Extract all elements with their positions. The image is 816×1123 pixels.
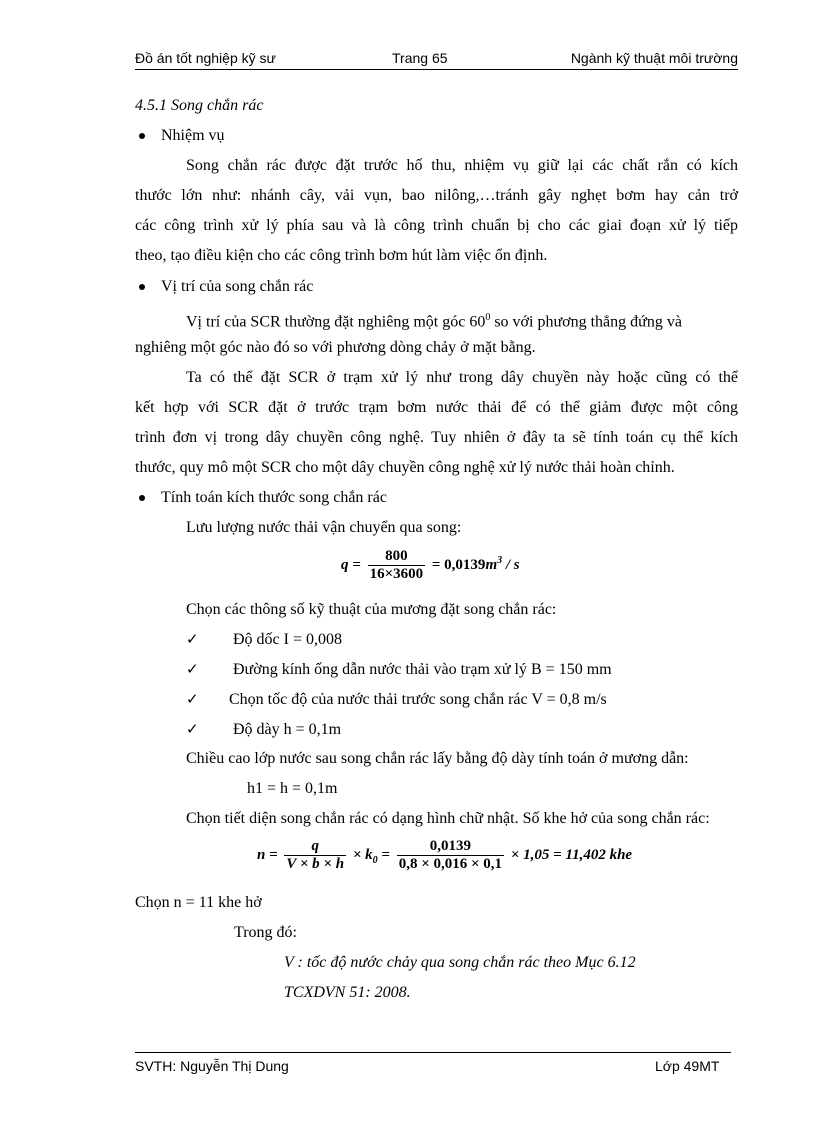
paragraph-line: theo, tạo điều kiện cho các công trình bơm hút làm việc ổn định.: [135, 247, 548, 264]
bullet-vi-tri: Vị trí của song chắn rác: [161, 278, 314, 295]
formula2-denominator-1: V × b × h: [286, 856, 345, 872]
formula-flow-rate: [341, 548, 520, 583]
degree-superscript: 0: [485, 312, 491, 323]
paragraph-line: Song chắn rác được đặt trước hố thu, nhiệm vụ giữ lại các chất rắn có kích: [186, 157, 738, 174]
where-label: Trong đó:: [234, 924, 297, 941]
formula2-rhs: × 1,05 = 11,402 khe: [510, 846, 633, 863]
formula2-eq: =: [377, 846, 394, 863]
water-height-text: Chiều cao lớp nước sau song chắn rác lấy bằng độ dày tính toán ở mương dẫn:: [186, 750, 689, 767]
formula2-mid: × k: [352, 846, 373, 863]
paragraph-line: nghiêng một góc nào đó so với phương dòng chảy ở mặt bằng.: [135, 339, 536, 356]
formula2-numerator-1: q: [284, 838, 346, 856]
formula2-numerator-2: 0,0139: [397, 838, 504, 856]
section-text: Chọn tiết diện song chắn rác có dạng hình chữ nhật. Số khe hở của song chắn rác:: [186, 810, 710, 827]
param-item: Độ dốc I = 0,008: [233, 631, 343, 648]
param-item: Đường kính ống dẫn nước thải vào trạm xử lý B = 150 mm: [233, 661, 612, 678]
formula1-unit-s: / s: [502, 556, 520, 573]
section-title: 4.5.1 Song chắn rác: [135, 97, 264, 114]
formula1-numerator: 800: [368, 548, 426, 566]
formula1-rhs: = 0,0139: [431, 556, 486, 573]
formula-gaps: [257, 838, 632, 873]
paragraph-line: trình đơn vị trong dây chuyền công nghệ. Tuy nhiên ở đây ta sẽ tính toán cụ thể kích: [135, 429, 738, 446]
paragraph-line: thước, quy mô một SCR cho một dây chuyền công nghệ xử lý nước thải hoàn chỉnh.: [135, 459, 675, 476]
header-page-number: Trang 65: [392, 50, 448, 66]
check-icon: ✓: [186, 630, 199, 648]
params-intro: Chọn các thông số kỹ thuật của mương đặt song chắn rác:: [186, 601, 557, 618]
formula1-lhs: q: [341, 556, 349, 573]
formula1-eq: =: [352, 556, 361, 573]
h1-equation: h1 = h = 0,1m: [247, 780, 338, 797]
bullet-dot: [139, 133, 145, 139]
formula2-lhs: n =: [257, 846, 278, 863]
formula1-unit-m: m: [485, 556, 498, 573]
paragraph-line: thước lớn như: nhánh cây, vải vụn, bao nilông,…tránh gây nghẹt bơm hay cản trở: [135, 187, 738, 204]
paragraph-line: Ta có thể đặt SCR ở trạm xử lý như trong dây chuyền này hoặc cũng có thể: [186, 369, 738, 386]
param-item: Chọn tốc độ của nước thải trước song chắn rác V = 0,8 m/s: [229, 691, 607, 708]
bullet-dot: [139, 495, 145, 501]
formula1-fraction: [368, 548, 426, 583]
paragraph-line: kết hợp với SCR đặt ở trước trạm bơm nước thải để có thể giảm được một công: [135, 399, 738, 416]
footer-class: Lớp 49MT: [655, 1058, 720, 1074]
formula1-denominator: 16×3600: [369, 566, 424, 582]
formula2-fraction-2: [397, 838, 504, 873]
where-definition: V : tốc độ nước chảy qua song chắn rác theo Mục 6.12: [284, 954, 636, 971]
check-icon: ✓: [186, 660, 199, 678]
header-left: Đồ án tốt nghiệp kỹ sư: [135, 50, 276, 66]
header-right: Ngành kỹ thuật môi trường: [570, 50, 738, 66]
bullet-nhiem-vu: Nhiệm vụ: [161, 127, 225, 144]
formula1-unit-exp: 3: [497, 554, 503, 566]
page-header: [135, 49, 738, 70]
paragraph-line: các công trình xử lý phía sau và là công trình chuẩn bị cho các giai đoạn xử lý tiếp: [135, 217, 738, 234]
paragraph-line: [186, 308, 682, 332]
check-icon: ✓: [186, 690, 199, 708]
footer-student: SVTH: Nguyễn Thị Dung: [135, 1058, 289, 1074]
formula2-denominator-2: 0,8 × 0,016 × 0,1: [398, 856, 503, 872]
p2-text-a: Vị trí của SCR thường đặt nghiêng một góc 60: [186, 313, 486, 331]
param-item: Độ dày h = 0,1m: [233, 721, 342, 738]
formula2-mid-sub: 0: [372, 854, 378, 866]
check-icon: ✓: [186, 720, 199, 738]
bullet-tinh-toan: Tính toán kích thước song chắn rác: [161, 489, 387, 506]
bullet-dot: [139, 284, 145, 290]
formula2-fraction-1: [284, 838, 346, 873]
footer-rule: [135, 1052, 731, 1053]
where-definition-cont: TCXDVN 51: 2008.: [284, 984, 411, 1001]
choose-n-text: Chọn n = 11 khe hở: [135, 894, 262, 911]
flow-text: Lưu lượng nước thải vận chuyển qua song:: [186, 519, 462, 536]
p2-text-b: so với phương thẳng đứng và: [490, 313, 682, 331]
